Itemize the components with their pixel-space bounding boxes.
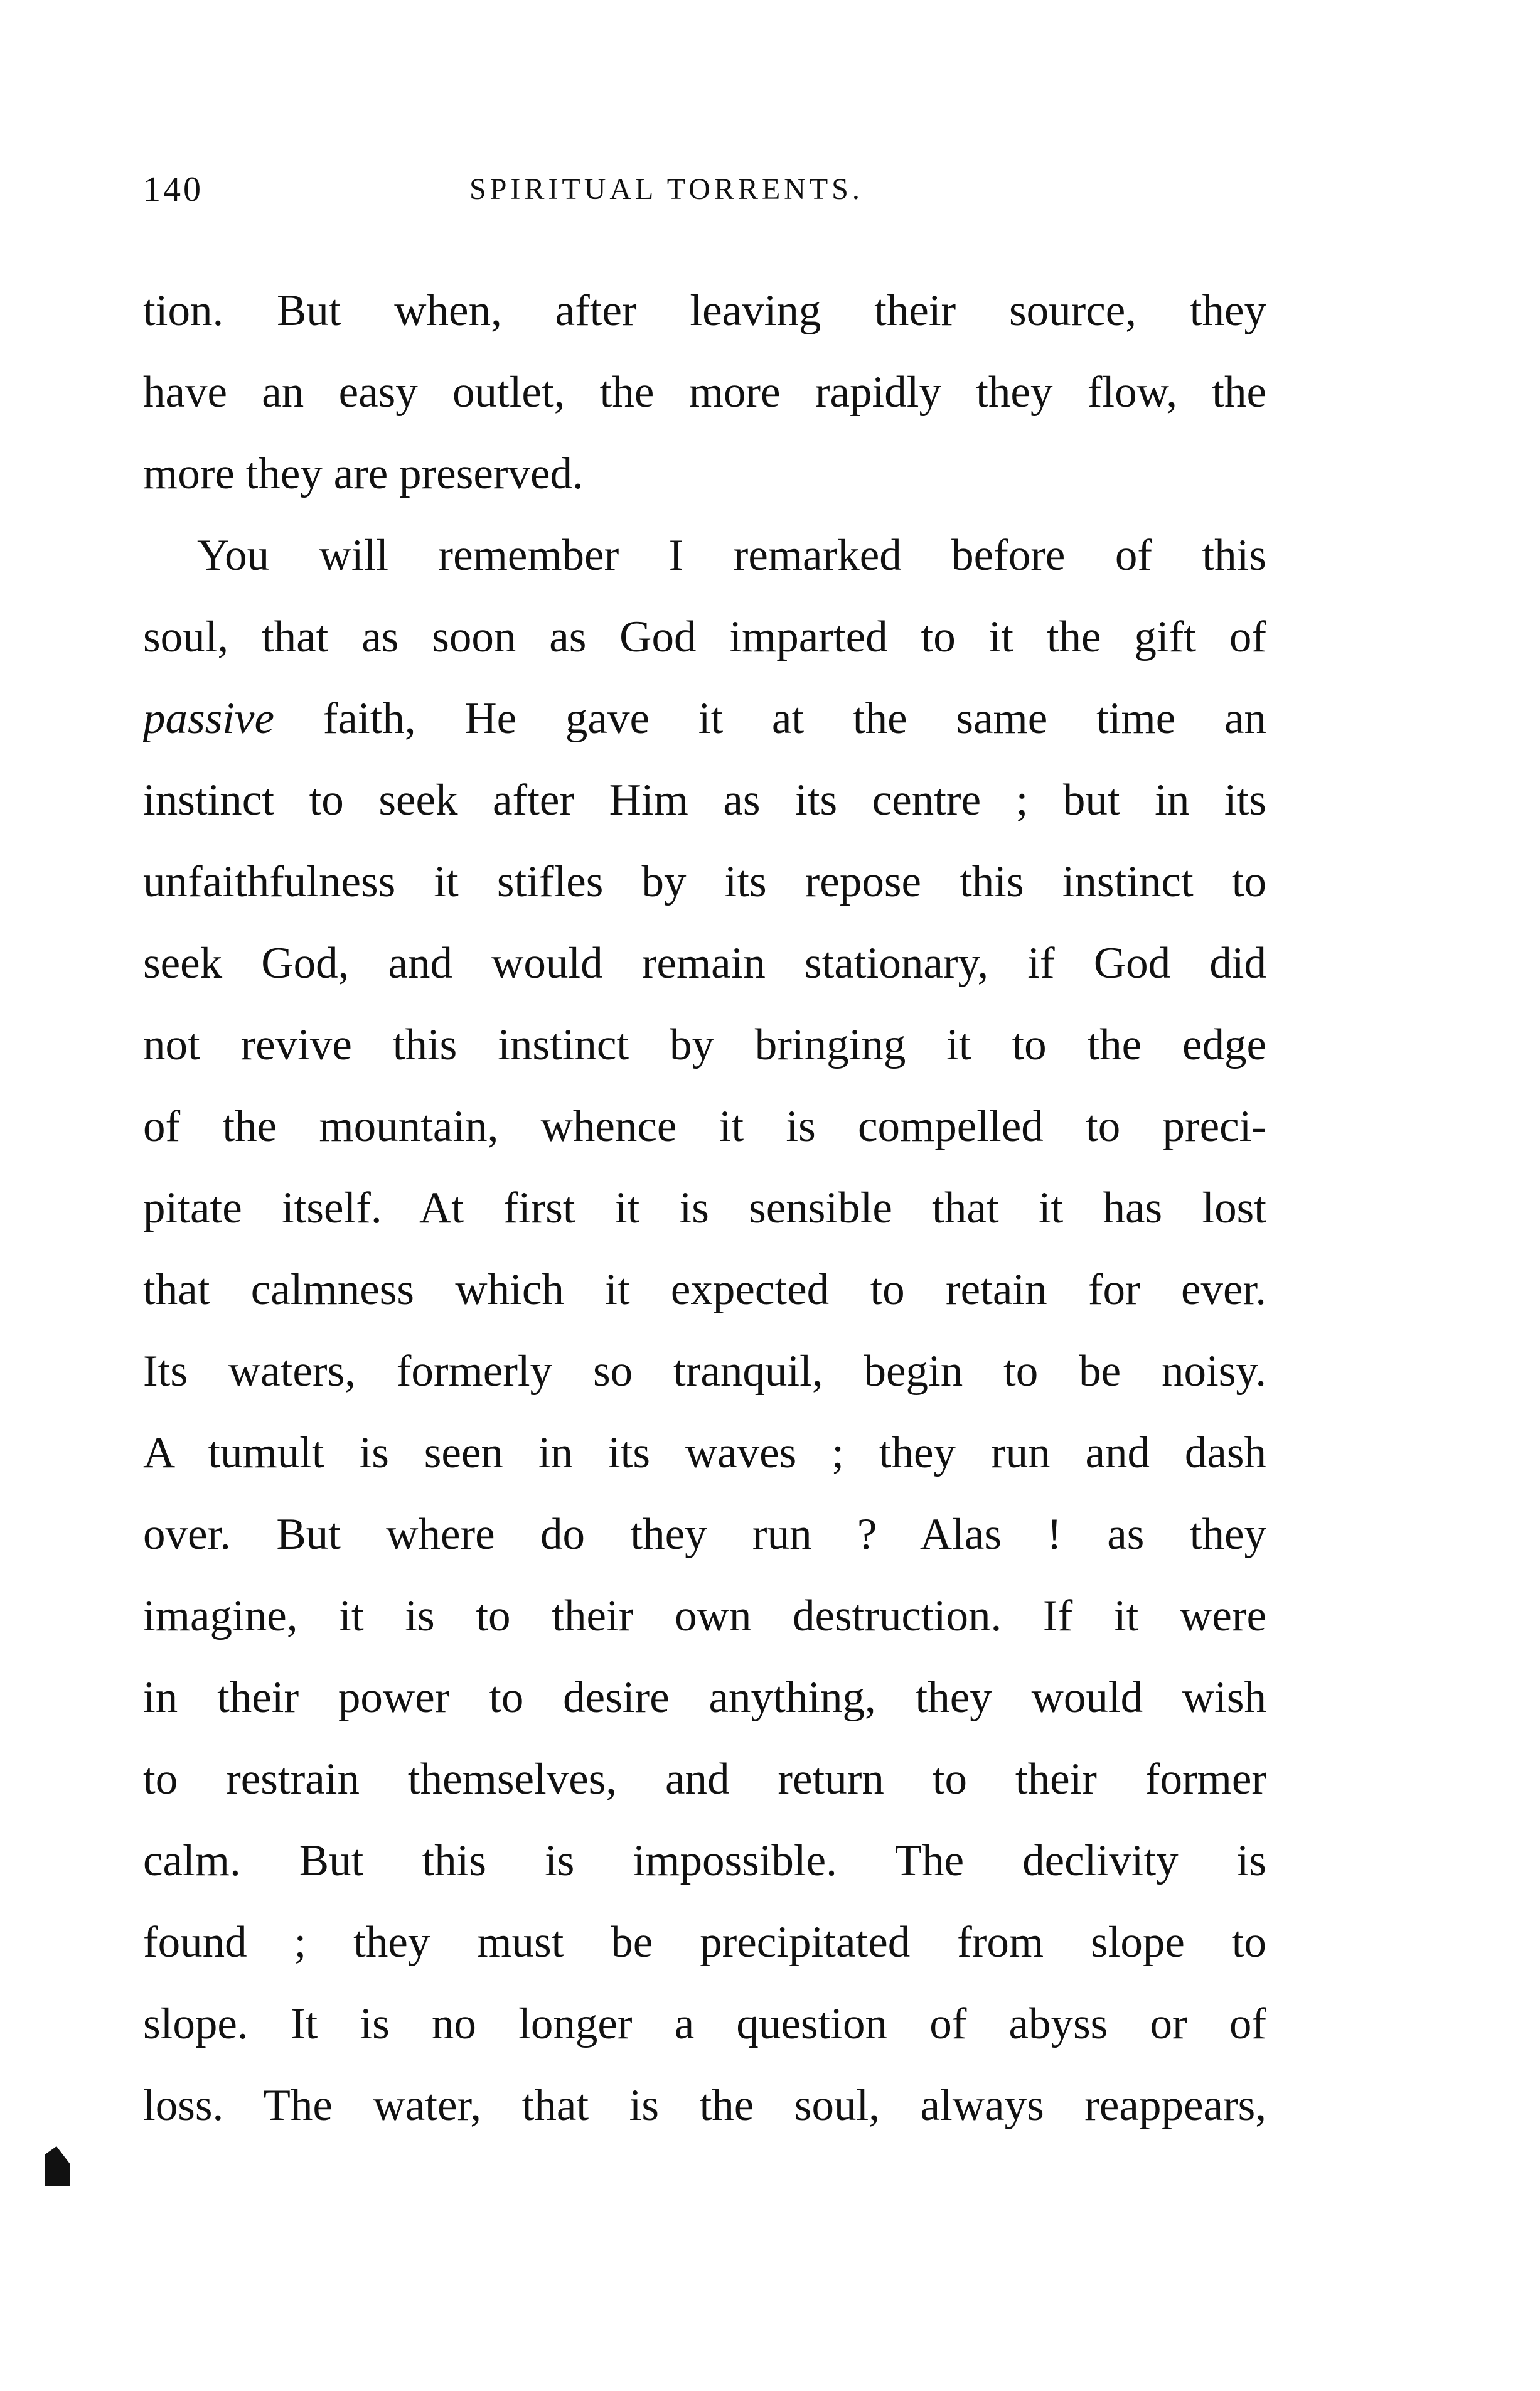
text-line: loss. The water, that is the soul, always reappears, [143,2081,1266,2130]
text-line: Its waters, formerly so tranquil, begin to be noisy. [143,1347,1266,1396]
text-line: soul, that as soon as God imparted to it the gift of [143,612,1266,661]
paragraph-first-line: You will remember I remarked before of this [197,531,1266,580]
text-line: to restrain themselves, and return to their former [143,1755,1266,1804]
body-text [143,270,1266,2146]
running-title: SPIRITUAL TORRENTS. [469,173,864,206]
page-number: 140 [143,170,203,209]
text-line: slope. It is no longer a question of abyss or of [143,1999,1266,2048]
text-line: imagine, it is to their own destruction. If it were [143,1591,1266,1640]
text-line: in their power to desire anything, they would wish [143,1673,1266,1722]
text-line: instinct to seek after Him as its centre ; but in its [143,776,1266,825]
text-line: over. But where do they run ? Alas ! as they [143,1510,1266,1559]
text-line: not revive this instinct by bringing it to the edge [143,1020,1266,1069]
text-line: A tumult is seen in its waves ; they run and dash [143,1428,1266,1477]
text-line: have an easy outlet, the more rapidly they flow, the [143,368,1266,417]
text-line: of the mountain, whence it is compelled to preci- [143,1102,1266,1151]
text-line: found ; they must be precipitated from slope to [143,1918,1266,1967]
scan-margin-mark [45,2146,70,2186]
text-line: more they are preserved. [143,449,584,498]
text-line-with-italic [143,678,1266,759]
italic-word: passive [143,694,275,743]
text-line: seek God, and would remain stationary, if God did [143,939,1266,988]
text-line: unfaithfulness it stifles by its repose this instinct to [143,857,1266,906]
text-line: tion. But when, after leaving their source, they [143,286,1266,335]
text-line: pitate itself. At first it is sensible that it has lost [143,1184,1266,1233]
text-line: calm. But this is impossible. The declivity is [143,1836,1266,1885]
running-head [143,169,1266,220]
text-line: that calmness which it expected to retain for ever. [143,1265,1266,1314]
text-line-rest: faith, He gave it at the same time an [323,694,1266,743]
